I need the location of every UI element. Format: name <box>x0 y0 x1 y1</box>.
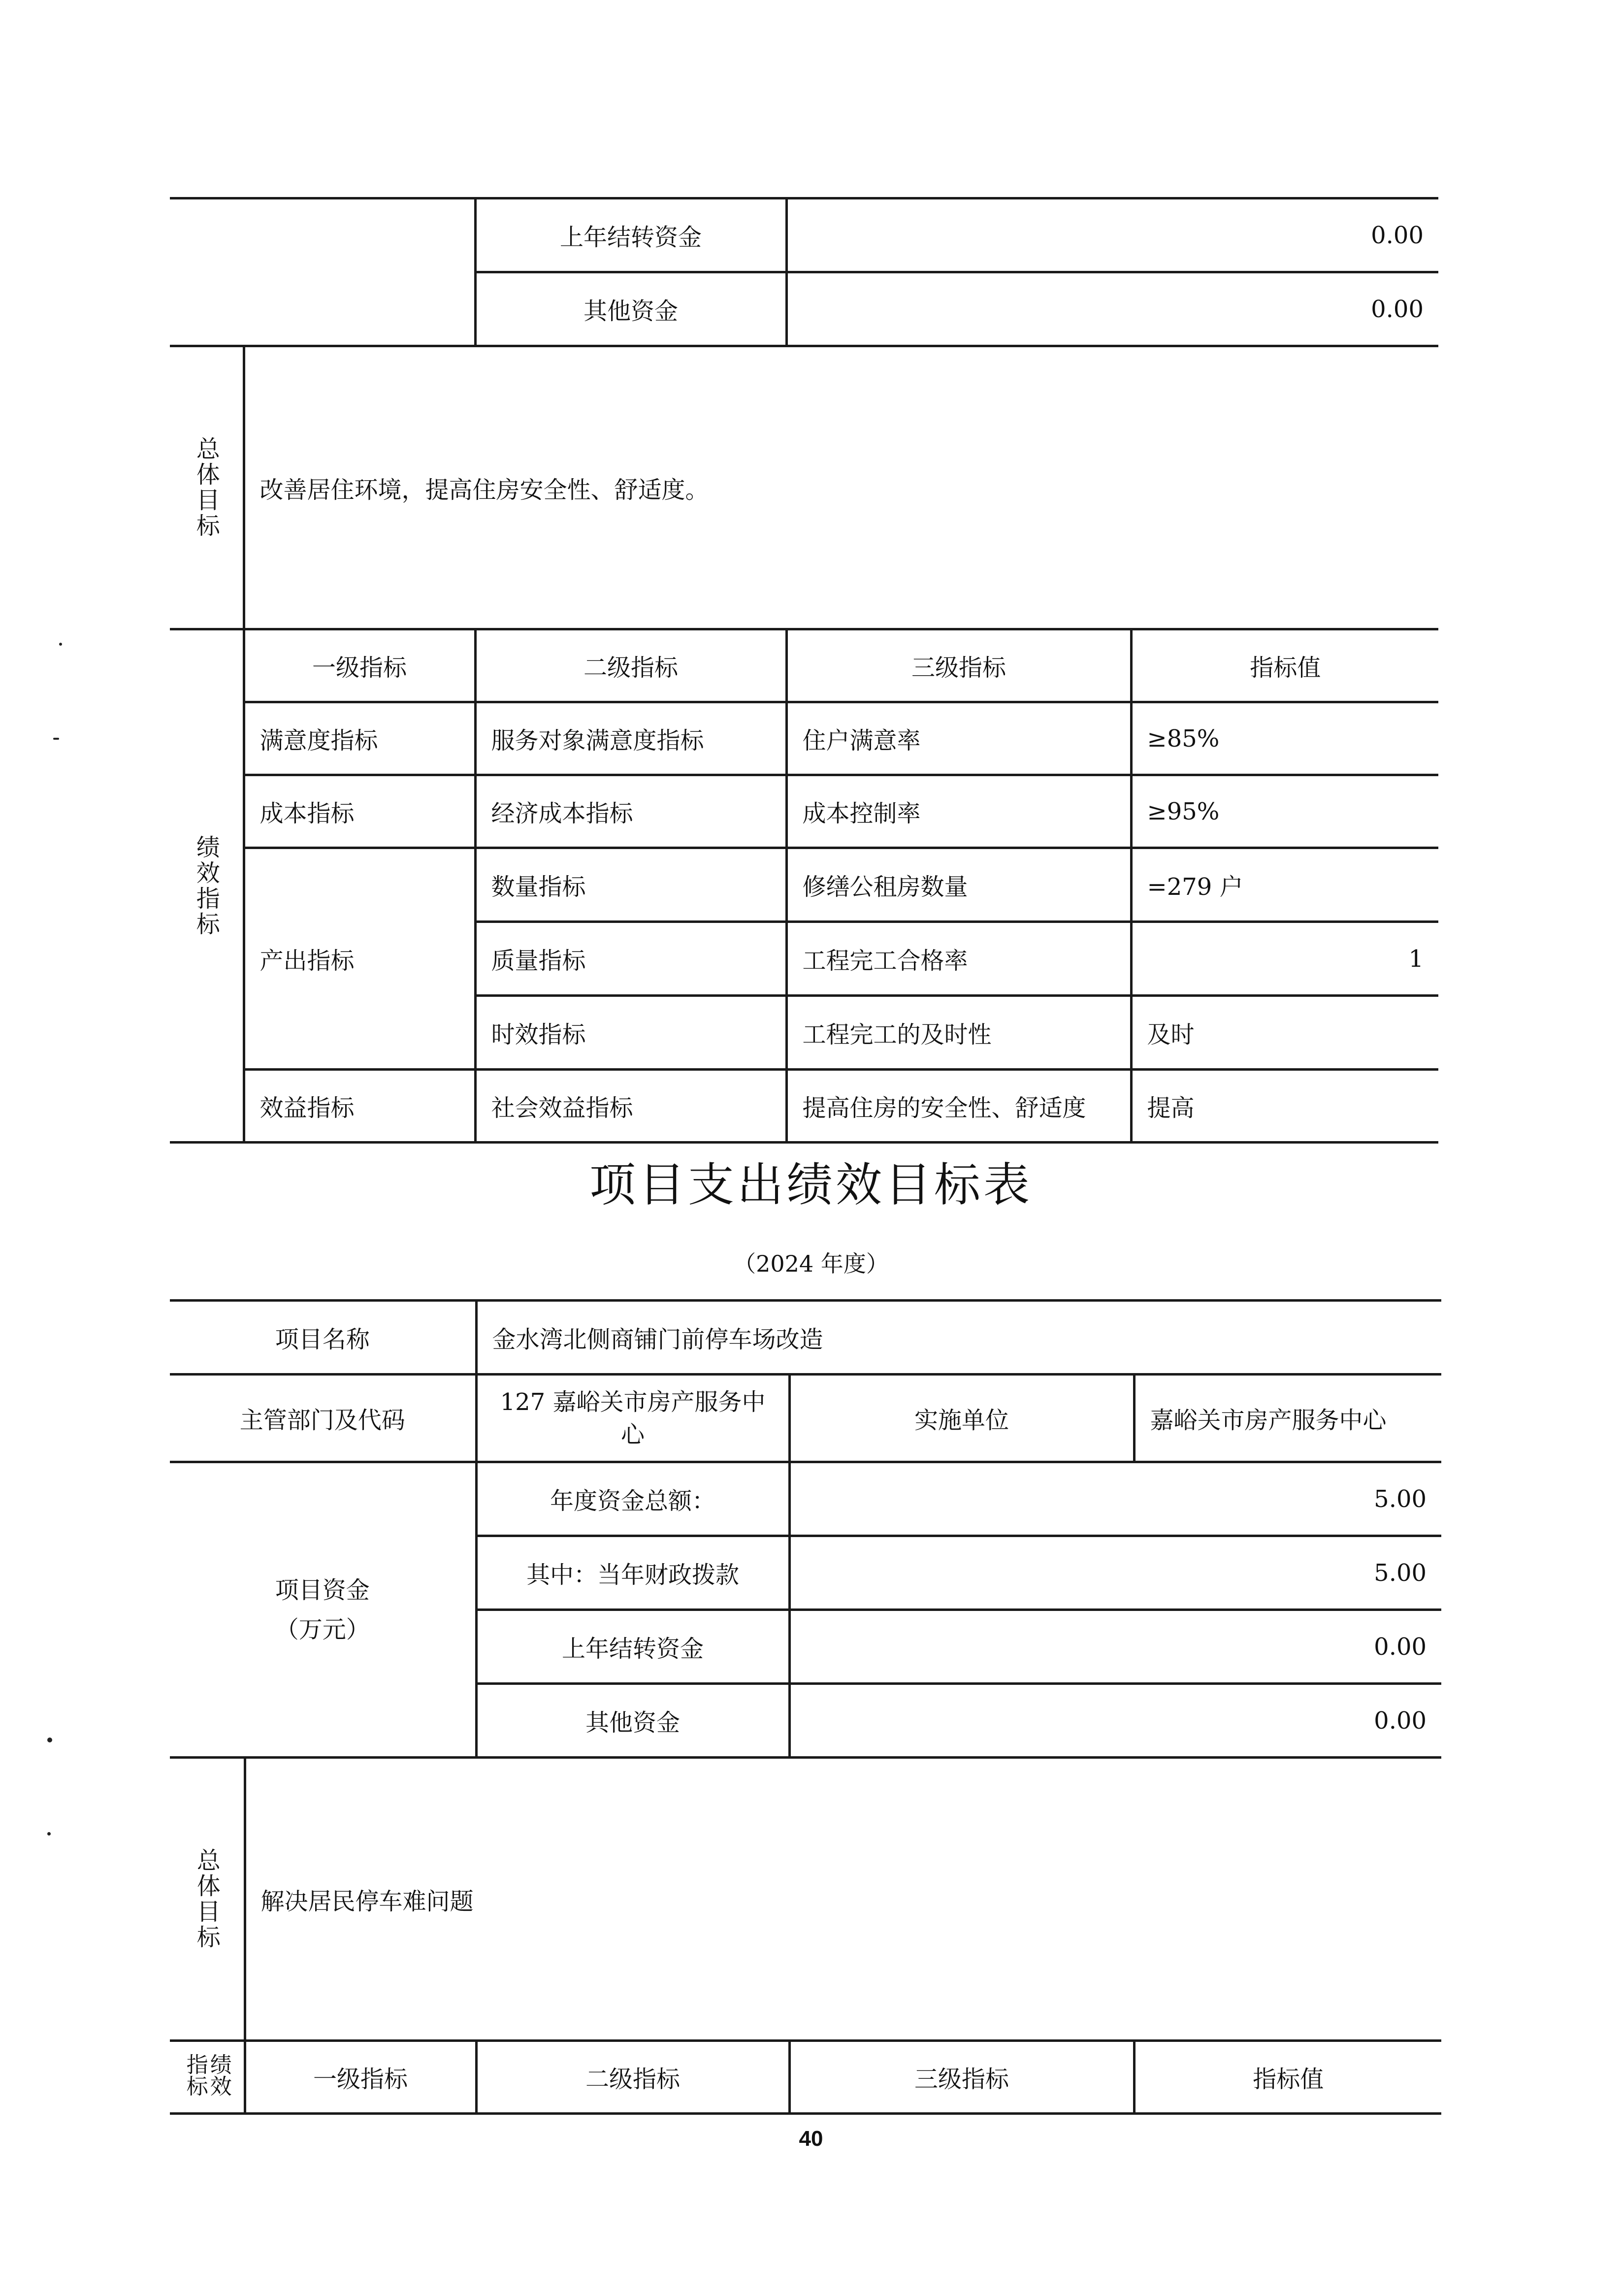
header-l3: 三级指标 <box>789 2041 1134 2114</box>
row-l3: 工程完工的及时性 <box>786 996 1131 1070</box>
fund-label: 上年结转资金 <box>476 1610 789 1684</box>
row-l3: 修缮公租房数量 <box>786 848 1131 922</box>
funds-label: 项目资金 <box>275 1576 370 1604</box>
perf-label <box>170 2041 245 2114</box>
project-name-value: 金水湾北侧商铺门前停车场改造 <box>476 1301 1441 1375</box>
row-l3: 提高住房的安全性、舒适度 <box>786 1070 1131 1143</box>
project-name-label: 项目名称 <box>170 1301 476 1375</box>
dept-value: 127 嘉峪关市房产服务中心 <box>476 1375 789 1462</box>
header-l1: 一级指标 <box>245 2041 476 2114</box>
row-value: 1 <box>1131 922 1438 996</box>
fund-label: 其他资金 <box>476 1684 789 1758</box>
fund-value: 0.00 <box>789 1610 1441 1684</box>
row-l1: 效益指标 <box>244 1070 475 1143</box>
scan-speck <box>47 1832 51 1836</box>
impl-label: 实施单位 <box>789 1375 1134 1462</box>
perf-label-text: 绩效指标 <box>182 2053 231 2097</box>
top-performance-table <box>170 197 1438 1144</box>
fund-value: 0.00 <box>786 198 1438 272</box>
fund-value: 5.00 <box>789 1462 1441 1536</box>
header-l2: 二级指标 <box>475 629 786 702</box>
fund-label: 上年结转资金 <box>475 198 786 272</box>
row-l1: 产出指标 <box>244 848 475 1070</box>
header-l1: 一级指标 <box>244 629 475 702</box>
row-value: 提高 <box>1131 1070 1438 1143</box>
dept-label: 主管部门及代码 <box>170 1375 476 1462</box>
row-l2: 服务对象满意度指标 <box>475 702 786 775</box>
fund-value: 0.00 <box>789 1684 1441 1758</box>
funds-unit: （万元） <box>275 1615 370 1643</box>
goal-text: 改善居住环境，提高住房安全性、舒适度。 <box>244 346 1438 629</box>
fund-value: 5.00 <box>789 1536 1441 1610</box>
row-value: ≥95% <box>1131 775 1438 848</box>
row-l2: 经济成本指标 <box>475 775 786 848</box>
row-value: 及时 <box>1131 996 1438 1070</box>
row-value: =279 户 <box>1131 848 1438 922</box>
perf-label: 绩效指标 <box>170 629 244 1143</box>
impl-value: 嘉峪关市房产服务中心 <box>1134 1375 1441 1462</box>
row-value: ≥85% <box>1131 702 1438 775</box>
scan-speck <box>47 1738 52 1742</box>
row-l3: 住户满意率 <box>786 702 1131 775</box>
header-value: 指标值 <box>1131 629 1438 702</box>
page-number: 40 <box>799 2127 823 2151</box>
scan-speck <box>53 738 59 740</box>
bottom-performance-table <box>170 1299 1441 2115</box>
row-l2: 质量指标 <box>475 922 786 996</box>
row-l2: 社会效益指标 <box>475 1070 786 1143</box>
goal-label: 总体目标 <box>170 1758 245 2041</box>
scan-speck <box>59 643 62 646</box>
row-l1: 成本指标 <box>244 775 475 848</box>
fund-label: 其他资金 <box>475 272 786 346</box>
row-l2: 数量指标 <box>475 848 786 922</box>
row-l3: 工程完工合格率 <box>786 922 1131 996</box>
page-title: 项目支出绩效目标表 <box>589 1158 1033 1212</box>
header-value: 指标值 <box>1134 2041 1441 2114</box>
fund-label: 其中：当年财政拨款 <box>476 1536 789 1610</box>
row-l3: 成本控制率 <box>786 775 1131 848</box>
funds-blank-cell <box>170 198 475 346</box>
header-l2: 二级指标 <box>476 2041 789 2114</box>
funds-label-cell <box>170 1462 476 1758</box>
header-l3: 三级指标 <box>786 629 1131 702</box>
goal-text: 解决居民停车难问题 <box>245 1758 1441 2041</box>
fund-value: 0.00 <box>786 272 1438 346</box>
row-l2: 时效指标 <box>475 996 786 1070</box>
year-subtitle: （2024 年度） <box>733 1250 889 1277</box>
goal-label: 总体目标 <box>170 346 244 629</box>
fund-label: 年度资金总额： <box>476 1462 789 1536</box>
row-l1: 满意度指标 <box>244 702 475 775</box>
